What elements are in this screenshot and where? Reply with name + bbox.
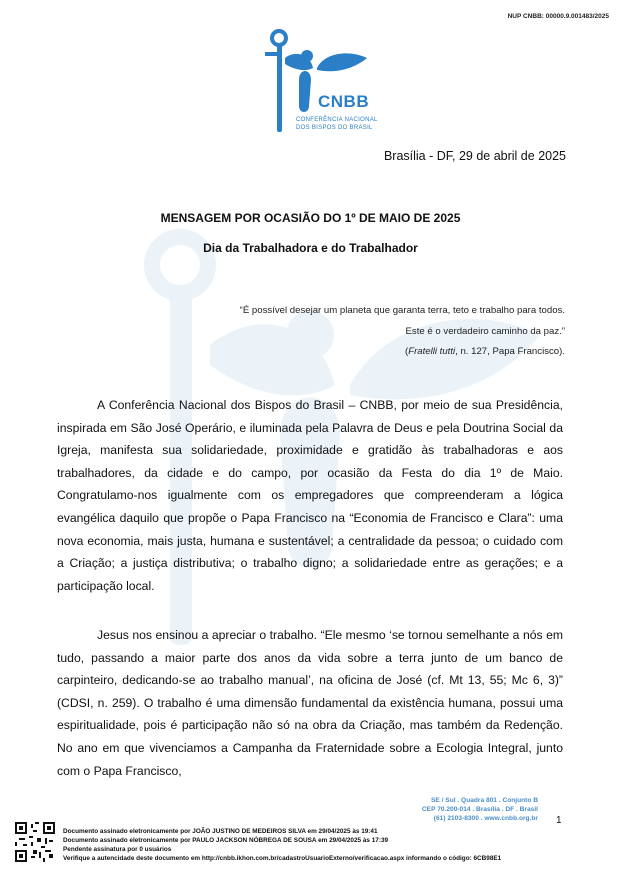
logo-subtitle-line1: CONFERÊNCIA NACIONAL bbox=[296, 117, 378, 123]
document-subtitle: Dia da Trabalhadora e do Trabalhador bbox=[203, 241, 418, 255]
epigraph-source-rest: , n. 127, Papa Francisco). bbox=[455, 346, 565, 357]
address-line1: SE / Sul . Quadra 801 . Conjunto B bbox=[431, 797, 538, 804]
page-number: 1 bbox=[556, 815, 562, 826]
qr-code-icon bbox=[15, 822, 55, 862]
logo-subtitle-line2: DOS BISPOS DO BRASIL bbox=[296, 125, 373, 131]
verification-note: Verifique a autencidade deste documento em http://cnbb.ikhon.com.br/cadastroUsuarioExterno/verificacao.aspx informando o código: 6CB98E1 bbox=[63, 855, 502, 862]
signature-line-2: Documento assinado eletronicamente por PAULO JACKSON NÓBREGA DE SOUSA em 29/04/2025 às 17:39 bbox=[63, 837, 389, 844]
cnbb-logo bbox=[255, 28, 375, 140]
body-paragraph-1: A Conferência Nacional dos Bispos do Brasil – CNBB, por meio de sua Presidência, inspirada em São José Operário, e iluminada pela Palavra de Deus e pela Doutrina Social da Igreja, manifesta sua solidariedade, proximidade e gratidão às trabalhadoras e aos trabalhadores, da cidade e do campo, por ocasião da Festa do dia 1º de Maio. Congratulamo-nos igualmente com os empregadores que compreenderam a lógica evangélica daquilo que propõe o Papa Francisco na “Economia de Francisco e Clara”: uma nova economia, mais justa, humana e sustentável; a centralidade da pessoa; o cuidado com a Criação; a justiça distributiva; o trabalho digno; a solidariedade entre as gerações; e a participação local. bbox=[57, 398, 563, 593]
document-title: MENSAGEM POR OCASIÃO DO 1º DE MAIO DE 2025 bbox=[160, 211, 461, 225]
epigraph-source bbox=[405, 346, 565, 357]
signature-pending: Pendente assinatura por 0 usuários bbox=[63, 846, 172, 853]
address-contact: (61) 2103-8300 . www.cnbb.org.br bbox=[433, 815, 538, 822]
epigraph-source-open: ( bbox=[405, 346, 409, 357]
epigraph-source-title: Fratelli tutti bbox=[408, 346, 456, 357]
epigraph-line1: “É possível desejar um planeta que garanta terra, teto e trabalho para todos. bbox=[239, 305, 565, 316]
address-line2: CEP 70.200-014 . Brasília . DF . Brasil bbox=[421, 806, 538, 813]
logo-wordmark: CNBB bbox=[318, 92, 370, 111]
nup-number: NUP CNBB: 00000.9.001483/2025 bbox=[507, 13, 609, 20]
body-paragraph-2: Jesus nos ensinou a apreciar o trabalho. “Ele mesmo ‘se tornou semelhante a nós em tudo, passando a maior parte dos anos da vida sobre a terra junto de um banco de carpinteiro, dedicando-se ao trabalho manual’, na oficina de José (cf. Mt 13, 55; Mc 6, 3)” (CDSI, n. 259). O trabalho é uma dimensão fundamental da existência humana, possui uma espiritualidade, pois é participação não só na obra da Criação, mas também da Redenção. No ano em que vivenciamos a Campanha da Fraternidade sobre a Ecologia Integral, junto com o Papa Francisco, bbox=[57, 628, 563, 778]
signature-line-1: Documento assinado eletronicamente por JOÃO JUSTINO DE MEDEIROS SILVA em 29/04/2025 às 19:41 bbox=[63, 828, 378, 835]
document-date: Brasília - DF, 29 de abril de 2025 bbox=[383, 149, 566, 163]
epigraph-line2: Este é o verdadeiro caminho da paz.” bbox=[405, 326, 565, 337]
